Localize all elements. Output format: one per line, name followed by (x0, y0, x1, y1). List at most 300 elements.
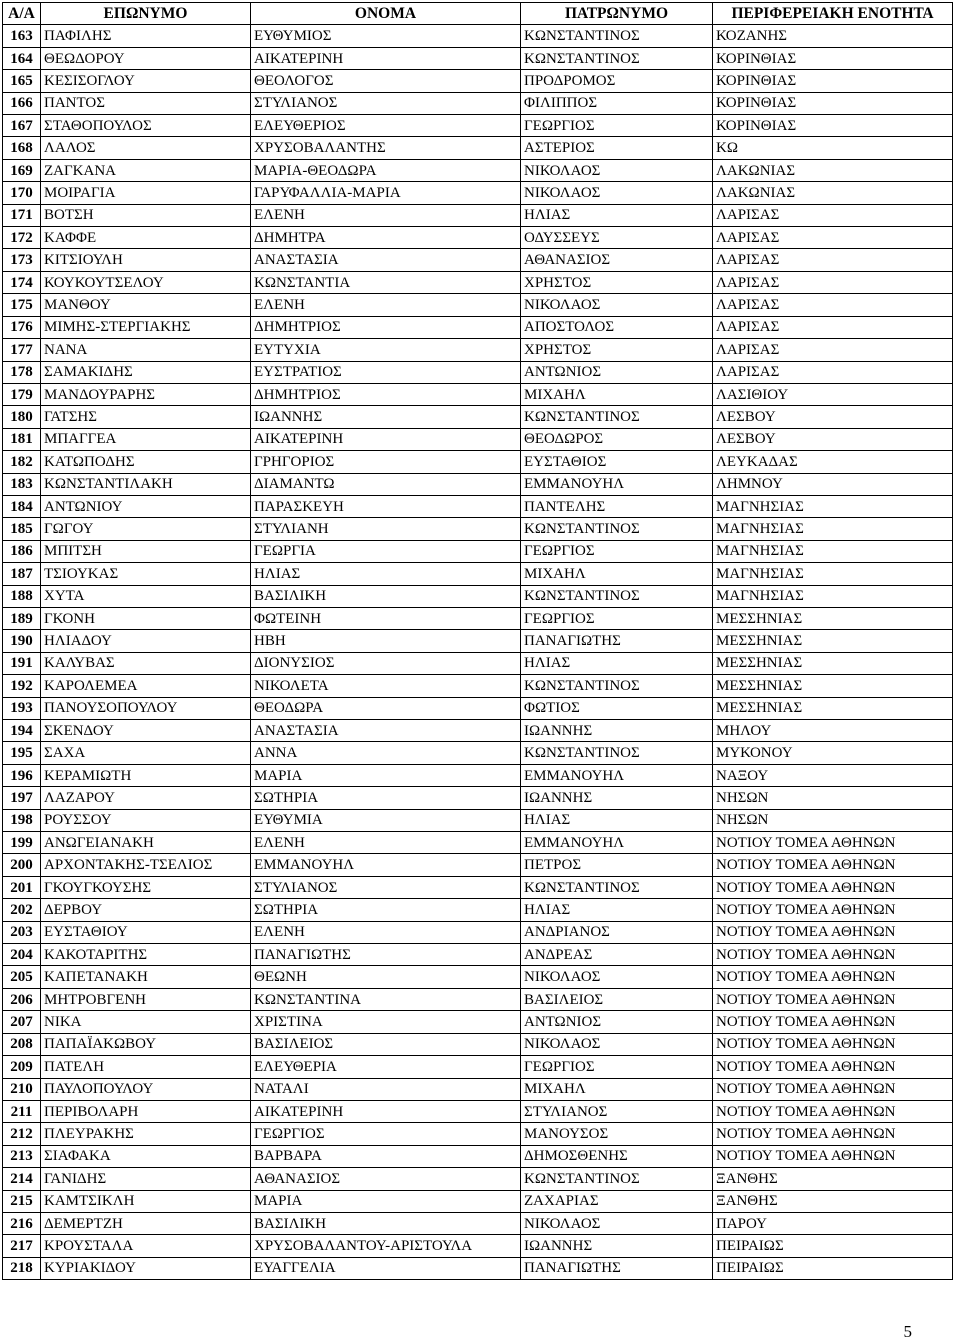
regional-unit-cell: ΠΕΙΡΑΙΩΣ (713, 1235, 953, 1257)
row-number: 166 (3, 92, 41, 114)
surname-cell: ΑΝΤΩΝΙΟΥ (41, 495, 251, 517)
first-name-cell: ΑΙΚΑΤΕΡΙΝΗ (251, 1100, 521, 1122)
regional-unit-cell: ΝΟΤΙΟΥ ΤΟΜΕΑ ΑΘΗΝΩΝ (713, 876, 953, 898)
table-row (3, 787, 953, 809)
surname-cell: ΚΡΟΥΣΤΑΛΑ (41, 1235, 251, 1257)
table-row (3, 204, 953, 226)
table-row (3, 47, 953, 69)
row-number: 163 (3, 25, 41, 47)
regional-unit-cell: ΛΑΡΙΣΑΣ (713, 316, 953, 338)
surname-cell: ΧΥΤΑ (41, 585, 251, 607)
father-name-cell: ΕΜΜΑΝΟΥΗΛ (521, 473, 713, 495)
first-name-cell: ΗΒΗ (251, 630, 521, 652)
regional-unit-cell: ΝΟΤΙΟΥ ΤΟΜΕΑ ΑΘΗΝΩΝ (713, 966, 953, 988)
father-name-cell: ΑΠΟΣΤΟΛΟΣ (521, 316, 713, 338)
surname-cell: ΝΙΚΑ (41, 1011, 251, 1033)
father-name-cell: ΙΩΑΝΝΗΣ (521, 787, 713, 809)
regional-unit-cell: ΛΕΥΚΑΔΑΣ (713, 451, 953, 473)
surname-cell: ΠΑΝΤΟΣ (41, 92, 251, 114)
surname-cell: ΠΑΥΛΟΠΟΥΛΟΥ (41, 1078, 251, 1100)
surname-cell: ΘΕΩΔΟΡΟΥ (41, 47, 251, 69)
father-name-cell: ΒΑΣΙΛΕΙΟΣ (521, 988, 713, 1010)
father-name-cell: ΚΩΝΣΤΑΝΤΙΝΟΣ (521, 518, 713, 540)
first-name-cell: ΗΛΙΑΣ (251, 563, 521, 585)
regional-unit-cell: ΛΑΡΙΣΑΣ (713, 271, 953, 293)
father-name-cell: ΠΑΝΑΓΙΩΤΗΣ (521, 1257, 713, 1279)
regional-unit-cell: ΛΑΚΩΝΙΑΣ (713, 182, 953, 204)
surname-cell: ΛΑΖΑΡΟΥ (41, 787, 251, 809)
table-row (3, 383, 953, 405)
father-name-cell: ΗΛΙΑΣ (521, 204, 713, 226)
header-surname: ΕΠΩΝΥΜΟ (41, 3, 251, 25)
father-name-cell: ΓΕΩΡΓΙΟΣ (521, 115, 713, 137)
row-number: 180 (3, 406, 41, 428)
row-number: 177 (3, 339, 41, 361)
first-name-cell: ΦΩΤΕΙΝΗ (251, 607, 521, 629)
first-name-cell: ΔΗΜΗΤΡΙΟΣ (251, 383, 521, 405)
regional-unit-cell: ΛΑΡΙΣΑΣ (713, 361, 953, 383)
table-row (3, 182, 953, 204)
table-row (3, 876, 953, 898)
table-row (3, 361, 953, 383)
row-number: 167 (3, 115, 41, 137)
first-name-cell: ΔΗΜΗΤΡΙΟΣ (251, 316, 521, 338)
regional-unit-cell: ΛΑΡΙΣΑΣ (713, 227, 953, 249)
row-number: 201 (3, 876, 41, 898)
row-number: 188 (3, 585, 41, 607)
table-row (3, 495, 953, 517)
first-name-cell: ΕΜΜΑΝΟΥΗΛ (251, 854, 521, 876)
row-number: 174 (3, 271, 41, 293)
table-row (3, 675, 953, 697)
table-row (3, 428, 953, 450)
first-name-cell: ΣΩΤΗΡΙΑ (251, 899, 521, 921)
table-row (3, 1257, 953, 1279)
surname-cell: ΜΑΝΘΟΥ (41, 294, 251, 316)
regional-unit-cell: ΝΟΤΙΟΥ ΤΟΜΕΑ ΑΘΗΝΩΝ (713, 1078, 953, 1100)
row-number: 191 (3, 652, 41, 674)
father-name-cell: ΝΙΚΟΛΑΟΣ (521, 966, 713, 988)
first-name-cell: ΜΑΡΙΑ-ΘΕΟΔΩΡΑ (251, 159, 521, 181)
surname-cell: ΚΑΚΟΤΑΡΙΤΗΣ (41, 944, 251, 966)
row-number: 197 (3, 787, 41, 809)
surname-cell: ΣΤΑΘΟΠΟΥΛΟΣ (41, 115, 251, 137)
surname-cell: ΖΑΓΚΑΝΑ (41, 159, 251, 181)
regional-unit-cell: ΛΑΣΙΘΙΟΥ (713, 383, 953, 405)
first-name-cell: ΓΕΩΡΓΙΑ (251, 540, 521, 562)
regional-unit-cell: ΜΕΣΣΗΝΙΑΣ (713, 675, 953, 697)
first-name-cell: ΕΛΕΥΘΕΡΙΑ (251, 1056, 521, 1078)
regional-unit-cell: ΝΟΤΙΟΥ ΤΟΜΕΑ ΑΘΗΝΩΝ (713, 921, 953, 943)
first-name-cell: ΚΩΝΣΤΑΝΤΙΝΑ (251, 988, 521, 1010)
table-row (3, 742, 953, 764)
row-number: 198 (3, 809, 41, 831)
row-number: 179 (3, 383, 41, 405)
table-row (3, 294, 953, 316)
surname-cell: ΔΕΡΒΟΥ (41, 899, 251, 921)
surname-cell: ΚΑΡΟΛΕΜΕΑ (41, 675, 251, 697)
regional-unit-cell: ΛΕΣΒΟΥ (713, 428, 953, 450)
regional-unit-cell: ΜΑΓΝΗΣΙΑΣ (713, 540, 953, 562)
first-name-cell: ΜΑΡΙΑ (251, 1190, 521, 1212)
surname-cell: ΚΙΤΣΙΟΥΛΗ (41, 249, 251, 271)
father-name-cell: ΚΩΝΣΤΑΝΤΙΝΟΣ (521, 742, 713, 764)
regional-unit-cell: ΝΟΤΙΟΥ ΤΟΜΕΑ ΑΘΗΝΩΝ (713, 1100, 953, 1122)
father-name-cell: ΝΙΚΟΛΑΟΣ (521, 1033, 713, 1055)
surname-cell: ΚΑΤΩΠΟΔΗΣ (41, 451, 251, 473)
regional-unit-cell: ΝΑΞΟΥ (713, 764, 953, 786)
first-name-cell: ΧΡΥΣΟΒΑΛΑΝΤΗΣ (251, 137, 521, 159)
regional-unit-cell: ΞΑΝΘΗΣ (713, 1168, 953, 1190)
first-name-cell: ΑΝΝΑ (251, 742, 521, 764)
regional-unit-cell: ΚΟΡΙΝΘΙΑΣ (713, 47, 953, 69)
row-number: 194 (3, 720, 41, 742)
row-number: 218 (3, 1257, 41, 1279)
row-number: 216 (3, 1212, 41, 1234)
first-name-cell: ΣΤΥΛΙΑΝΟΣ (251, 92, 521, 114)
father-name-cell: ΙΩΑΝΝΗΣ (521, 720, 713, 742)
first-name-cell: ΓΡΗΓΟΡΙΟΣ (251, 451, 521, 473)
father-name-cell: ΚΩΝΣΤΑΝΤΙΝΟΣ (521, 406, 713, 428)
first-name-cell: ΕΥΘΥΜΙΑ (251, 809, 521, 831)
regional-unit-cell: ΚΟΡΙΝΘΙΑΣ (713, 92, 953, 114)
regional-unit-cell: ΜΕΣΣΗΝΙΑΣ (713, 652, 953, 674)
father-name-cell: ΘΕΟΔΩΡΟΣ (521, 428, 713, 450)
table-row (3, 1011, 953, 1033)
results-table (2, 2, 953, 1280)
first-name-cell: ΣΩΤΗΡΙΑ (251, 787, 521, 809)
row-number: 172 (3, 227, 41, 249)
surname-cell: ΓΩΓΟΥ (41, 518, 251, 540)
row-number: 196 (3, 764, 41, 786)
row-number: 212 (3, 1123, 41, 1145)
first-name-cell: ΘΕΟΔΩΡΑ (251, 697, 521, 719)
father-name-cell: ΑΝΔΡΙΑΝΟΣ (521, 921, 713, 943)
father-name-cell: ΠΡΟΔΡΟΜΟΣ (521, 70, 713, 92)
father-name-cell: ΔΗΜΟΣΘΕΝΗΣ (521, 1145, 713, 1167)
header-regional-unit: ΠΕΡΙΦΕΡΕΙΑΚΗ ΕΝΟΤΗΤΑ (713, 3, 953, 25)
regional-unit-cell: ΛΕΣΒΟΥ (713, 406, 953, 428)
father-name-cell: ΣΤΥΛΙΑΝΟΣ (521, 1100, 713, 1122)
regional-unit-cell: ΝΟΤΙΟΥ ΤΟΜΕΑ ΑΘΗΝΩΝ (713, 988, 953, 1010)
surname-cell: ΚΥΡΙΑΚΙΔΟΥ (41, 1257, 251, 1279)
regional-unit-cell: ΚΩ (713, 137, 953, 159)
regional-unit-cell: ΝΟΤΙΟΥ ΤΟΜΕΑ ΑΘΗΝΩΝ (713, 854, 953, 876)
surname-cell: ΜΗΤΡΟΒΓΕΝΗ (41, 988, 251, 1010)
father-name-cell: ΠΑΝΤΕΛΗΣ (521, 495, 713, 517)
row-number: 211 (3, 1100, 41, 1122)
surname-cell: ΓΚΟΝΗ (41, 607, 251, 629)
row-number: 175 (3, 294, 41, 316)
first-name-cell: ΔΙΟΝΥΣΙΟΣ (251, 652, 521, 674)
surname-cell: ΚΑΜΤΣΙΚΛΗ (41, 1190, 251, 1212)
father-name-cell: ΓΕΩΡΓΙΟΣ (521, 540, 713, 562)
father-name-cell: ΑΝΤΩΝΙΟΣ (521, 1011, 713, 1033)
surname-cell: ΠΑΝΟΥΣΟΠΟΥΛΟΥ (41, 697, 251, 719)
row-number: 176 (3, 316, 41, 338)
table-row (3, 137, 953, 159)
row-number: 192 (3, 675, 41, 697)
first-name-cell: ΓΕΩΡΓΙΟΣ (251, 1123, 521, 1145)
surname-cell: ΑΝΩΓΕΙΑΝΑΚΗ (41, 832, 251, 854)
table-row (3, 1168, 953, 1190)
surname-cell: ΚΩΝΣΤΑΝΤΙΛΑΚΗ (41, 473, 251, 495)
table-row (3, 1100, 953, 1122)
father-name-cell: ΕΜΜΑΝΟΥΗΛ (521, 832, 713, 854)
regional-unit-cell: ΜΕΣΣΗΝΙΑΣ (713, 607, 953, 629)
table-row (3, 720, 953, 742)
regional-unit-cell: ΚΟΡΙΝΘΙΑΣ (713, 70, 953, 92)
row-number: 186 (3, 540, 41, 562)
row-number: 206 (3, 988, 41, 1010)
table-row (3, 899, 953, 921)
table-row (3, 966, 953, 988)
father-name-cell: ΚΩΝΣΤΑΝΤΙΝΟΣ (521, 585, 713, 607)
father-name-cell: ΑΝΔΡΕΑΣ (521, 944, 713, 966)
surname-cell: ΜΠΙΤΣΗ (41, 540, 251, 562)
table-row (3, 585, 953, 607)
first-name-cell: ΘΕΟΛΟΓΟΣ (251, 70, 521, 92)
regional-unit-cell: ΛΑΡΙΣΑΣ (713, 339, 953, 361)
father-name-cell: ΟΔΥΣΣΕΥΣ (521, 227, 713, 249)
table-row (3, 1033, 953, 1055)
regional-unit-cell: ΜΑΓΝΗΣΙΑΣ (713, 495, 953, 517)
surname-cell: ΣΙΑΦΑΚΑ (41, 1145, 251, 1167)
surname-cell: ΡΟΥΣΣΟΥ (41, 809, 251, 831)
regional-unit-cell: ΝΟΤΙΟΥ ΤΟΜΕΑ ΑΘΗΝΩΝ (713, 1011, 953, 1033)
row-number: 210 (3, 1078, 41, 1100)
first-name-cell: ΑΝΑΣΤΑΣΙΑ (251, 249, 521, 271)
father-name-cell: ΑΝΤΩΝΙΟΣ (521, 361, 713, 383)
regional-unit-cell: ΚΟΖΑΝΗΣ (713, 25, 953, 47)
first-name-cell: ΠΑΝΑΓΙΩΤΗΣ (251, 944, 521, 966)
table-row (3, 451, 953, 473)
father-name-cell: ΧΡΗΣΤΟΣ (521, 339, 713, 361)
regional-unit-cell: ΜΑΓΝΗΣΙΑΣ (713, 518, 953, 540)
father-name-cell: ΚΩΝΣΤΑΝΤΙΝΟΣ (521, 876, 713, 898)
father-name-cell: ΑΘΑΝΑΣΙΟΣ (521, 249, 713, 271)
row-number: 207 (3, 1011, 41, 1033)
surname-cell: ΜΟΙΡΑΓΙΑ (41, 182, 251, 204)
header-name: ΟΝΟΜΑ (251, 3, 521, 25)
row-number: 168 (3, 137, 41, 159)
surname-cell: ΕΥΣΤΑΘΙΟΥ (41, 921, 251, 943)
table-row (3, 115, 953, 137)
table-row (3, 764, 953, 786)
first-name-cell: ΣΤΥΛΙΑΝΗ (251, 518, 521, 540)
table-row (3, 988, 953, 1010)
surname-cell: ΠΛΕΥΡΑΚΗΣ (41, 1123, 251, 1145)
father-name-cell: ΠΕΤΡΟΣ (521, 854, 713, 876)
father-name-cell: ΦΩΤΙΟΣ (521, 697, 713, 719)
father-name-cell: ΖΑΧΑΡΙΑΣ (521, 1190, 713, 1212)
father-name-cell: ΚΩΝΣΤΑΝΤΙΝΟΣ (521, 25, 713, 47)
row-number: 164 (3, 47, 41, 69)
table-row (3, 92, 953, 114)
row-number: 209 (3, 1056, 41, 1078)
regional-unit-cell: ΝΟΤΙΟΥ ΤΟΜΕΑ ΑΘΗΝΩΝ (713, 1123, 953, 1145)
father-name-cell: ΓΕΩΡΓΙΟΣ (521, 1056, 713, 1078)
row-number: 213 (3, 1145, 41, 1167)
regional-unit-cell: ΝΟΤΙΟΥ ΤΟΜΕΑ ΑΘΗΝΩΝ (713, 1145, 953, 1167)
table-row (3, 473, 953, 495)
first-name-cell: ΕΥΣΤΡΑΤΙΟΣ (251, 361, 521, 383)
regional-unit-cell: ΝΗΣΩΝ (713, 809, 953, 831)
first-name-cell: ΧΡΙΣΤΙΝΑ (251, 1011, 521, 1033)
father-name-cell: ΗΛΙΑΣ (521, 809, 713, 831)
page-number: 5 (903, 1322, 912, 1341)
row-number: 190 (3, 630, 41, 652)
first-name-cell: ΒΑΣΙΛΙΚΗ (251, 1212, 521, 1234)
regional-unit-cell: ΝΟΤΙΟΥ ΤΟΜΕΑ ΑΘΗΝΩΝ (713, 1033, 953, 1055)
surname-cell: ΠΑΤΕΛΗ (41, 1056, 251, 1078)
first-name-cell: ΕΥΘΥΜΙΟΣ (251, 25, 521, 47)
row-number: 208 (3, 1033, 41, 1055)
first-name-cell: ΧΡΥΣΟΒΑΛΑΝΤΟΥ-ΑΡΙΣΤΟΥΛΑ (251, 1235, 521, 1257)
first-name-cell: ΑΝΑΣΤΑΣΙΑ (251, 720, 521, 742)
table-header (3, 3, 953, 25)
table-row (3, 518, 953, 540)
table-row (3, 607, 953, 629)
surname-cell: ΣΑΜΑΚΙΔΗΣ (41, 361, 251, 383)
surname-cell: ΔΕΜΕΡΤΖΗ (41, 1212, 251, 1234)
father-name-cell: ΝΙΚΟΛΑΟΣ (521, 294, 713, 316)
father-name-cell: ΑΣΤΕΡΙΟΣ (521, 137, 713, 159)
surname-cell: ΜΠΑΓΓΕΑ (41, 428, 251, 450)
table-row (3, 809, 953, 831)
father-name-cell: ΠΑΝΑΓΙΩΤΗΣ (521, 630, 713, 652)
father-name-cell: ΝΙΚΟΛΑΟΣ (521, 182, 713, 204)
first-name-cell: ΙΩΑΝΝΗΣ (251, 406, 521, 428)
surname-cell: ΓΑΝΙΔΗΣ (41, 1168, 251, 1190)
table-row (3, 249, 953, 271)
surname-cell: ΠΑΠΑΪΑΚΩΒΟΥ (41, 1033, 251, 1055)
father-name-cell: ΧΡΗΣΤΟΣ (521, 271, 713, 293)
row-number: 217 (3, 1235, 41, 1257)
row-number: 183 (3, 473, 41, 495)
surname-cell: ΚΕΣΙΣΟΓΛΟΥ (41, 70, 251, 92)
first-name-cell: ΕΥΑΓΓΕΛΙΑ (251, 1257, 521, 1279)
table-row (3, 1145, 953, 1167)
surname-cell: ΝΑΝΑ (41, 339, 251, 361)
table-row (3, 1078, 953, 1100)
father-name-cell: ΓΕΩΡΓΙΟΣ (521, 607, 713, 629)
table-row (3, 339, 953, 361)
regional-unit-cell: ΛΑΡΙΣΑΣ (713, 204, 953, 226)
first-name-cell: ΓΑΡΥΦΑΛΛΙΑ-ΜΑΡΙΑ (251, 182, 521, 204)
father-name-cell: ΗΛΙΑΣ (521, 899, 713, 921)
table-row (3, 406, 953, 428)
father-name-cell: ΜΙΧΑΗΛ (521, 1078, 713, 1100)
row-number: 189 (3, 607, 41, 629)
table-row (3, 921, 953, 943)
row-number: 184 (3, 495, 41, 517)
father-name-cell: ΝΙΚΟΛΑΟΣ (521, 1212, 713, 1234)
surname-cell: ΠΑΦΙΛΗΣ (41, 25, 251, 47)
father-name-cell: ΕΜΜΑΝΟΥΗΛ (521, 764, 713, 786)
first-name-cell: ΠΑΡΑΣΚΕΥΗ (251, 495, 521, 517)
row-number: 199 (3, 832, 41, 854)
first-name-cell: ΑΙΚΑΤΕΡΙΝΗ (251, 428, 521, 450)
table-row (3, 1212, 953, 1234)
surname-cell: ΠΕΡΙΒΟΛΑΡΗ (41, 1100, 251, 1122)
table-row (3, 316, 953, 338)
surname-cell: ΛΑΛΟΣ (41, 137, 251, 159)
row-number: 178 (3, 361, 41, 383)
father-name-cell: ΦΙΛΙΠΠΟΣ (521, 92, 713, 114)
father-name-cell: ΝΙΚΟΛΑΟΣ (521, 159, 713, 181)
father-name-cell: ΚΩΝΣΤΑΝΤΙΝΟΣ (521, 675, 713, 697)
regional-unit-cell: ΠΑΡΟΥ (713, 1212, 953, 1234)
row-number: 203 (3, 921, 41, 943)
regional-unit-cell: ΛΑΚΩΝΙΑΣ (713, 159, 953, 181)
first-name-cell: ΕΛΕΝΗ (251, 921, 521, 943)
row-number: 200 (3, 854, 41, 876)
table-row (3, 1123, 953, 1145)
regional-unit-cell: ΜΕΣΣΗΝΙΑΣ (713, 630, 953, 652)
regional-unit-cell: ΝΟΤΙΟΥ ΤΟΜΕΑ ΑΘΗΝΩΝ (713, 944, 953, 966)
regional-unit-cell: ΠΕΙΡΑΙΩΣ (713, 1257, 953, 1279)
first-name-cell: ΕΛΕΝΗ (251, 294, 521, 316)
regional-unit-cell: ΜΑΓΝΗΣΙΑΣ (713, 585, 953, 607)
surname-cell: ΑΡΧΟΝΤΑΚΗΣ-ΤΣΕΛΙΟΣ (41, 854, 251, 876)
row-number: 169 (3, 159, 41, 181)
table-row (3, 563, 953, 585)
table-row (3, 944, 953, 966)
father-name-cell: ΕΥΣΤΑΘΙΟΣ (521, 451, 713, 473)
regional-unit-cell: ΝΟΤΙΟΥ ΤΟΜΕΑ ΑΘΗΝΩΝ (713, 1056, 953, 1078)
regional-unit-cell: ΞΑΝΘΗΣ (713, 1190, 953, 1212)
first-name-cell: ΒΑΣΙΛΙΚΗ (251, 585, 521, 607)
table-row (3, 652, 953, 674)
first-name-cell: ΕΛΕΥΘΕΡΙΟΣ (251, 115, 521, 137)
first-name-cell: ΕΛΕΝΗ (251, 204, 521, 226)
surname-cell: ΗΛΙΑΔΟΥ (41, 630, 251, 652)
regional-unit-cell: ΜΕΣΣΗΝΙΑΣ (713, 697, 953, 719)
table-row (3, 1190, 953, 1212)
row-number: 170 (3, 182, 41, 204)
first-name-cell: ΑΘΑΝΑΣΙΟΣ (251, 1168, 521, 1190)
surname-cell: ΜΑΝΔΟΥΡΑΡΗΣ (41, 383, 251, 405)
surname-cell: ΓΚΟΥΓΚΟΥΣΗΣ (41, 876, 251, 898)
row-number: 214 (3, 1168, 41, 1190)
first-name-cell: ΝΙΚΟΛΕΤΑ (251, 675, 521, 697)
row-number: 205 (3, 966, 41, 988)
row-number: 181 (3, 428, 41, 450)
header-father-name: ΠΑΤΡΩΝΥΜΟ (521, 3, 713, 25)
surname-cell: ΚΑΠΕΤΑΝΑΚΗ (41, 966, 251, 988)
regional-unit-cell: ΜΗΛΟΥ (713, 720, 953, 742)
row-number: 182 (3, 451, 41, 473)
first-name-cell: ΕΥΤΥΧΙΑ (251, 339, 521, 361)
row-number: 215 (3, 1190, 41, 1212)
table-row (3, 271, 953, 293)
first-name-cell: ΕΛΕΝΗ (251, 832, 521, 854)
first-name-cell: ΝΑΤΑΛΙ (251, 1078, 521, 1100)
surname-cell: ΜΙΜΗΣ-ΣΤΕΡΓΙΑΚΗΣ (41, 316, 251, 338)
table-row (3, 832, 953, 854)
regional-unit-cell: ΚΟΡΙΝΘΙΑΣ (713, 115, 953, 137)
table-row (3, 70, 953, 92)
row-number: 187 (3, 563, 41, 585)
father-name-cell: ΚΩΝΣΤΑΝΤΙΝΟΣ (521, 1168, 713, 1190)
surname-cell: ΚΑΦΦΕ (41, 227, 251, 249)
table-row (3, 227, 953, 249)
regional-unit-cell: ΝΗΣΩΝ (713, 787, 953, 809)
surname-cell: ΣΚΕΝΔΟΥ (41, 720, 251, 742)
row-number: 173 (3, 249, 41, 271)
regional-unit-cell: ΝΟΤΙΟΥ ΤΟΜΕΑ ΑΘΗΝΩΝ (713, 899, 953, 921)
